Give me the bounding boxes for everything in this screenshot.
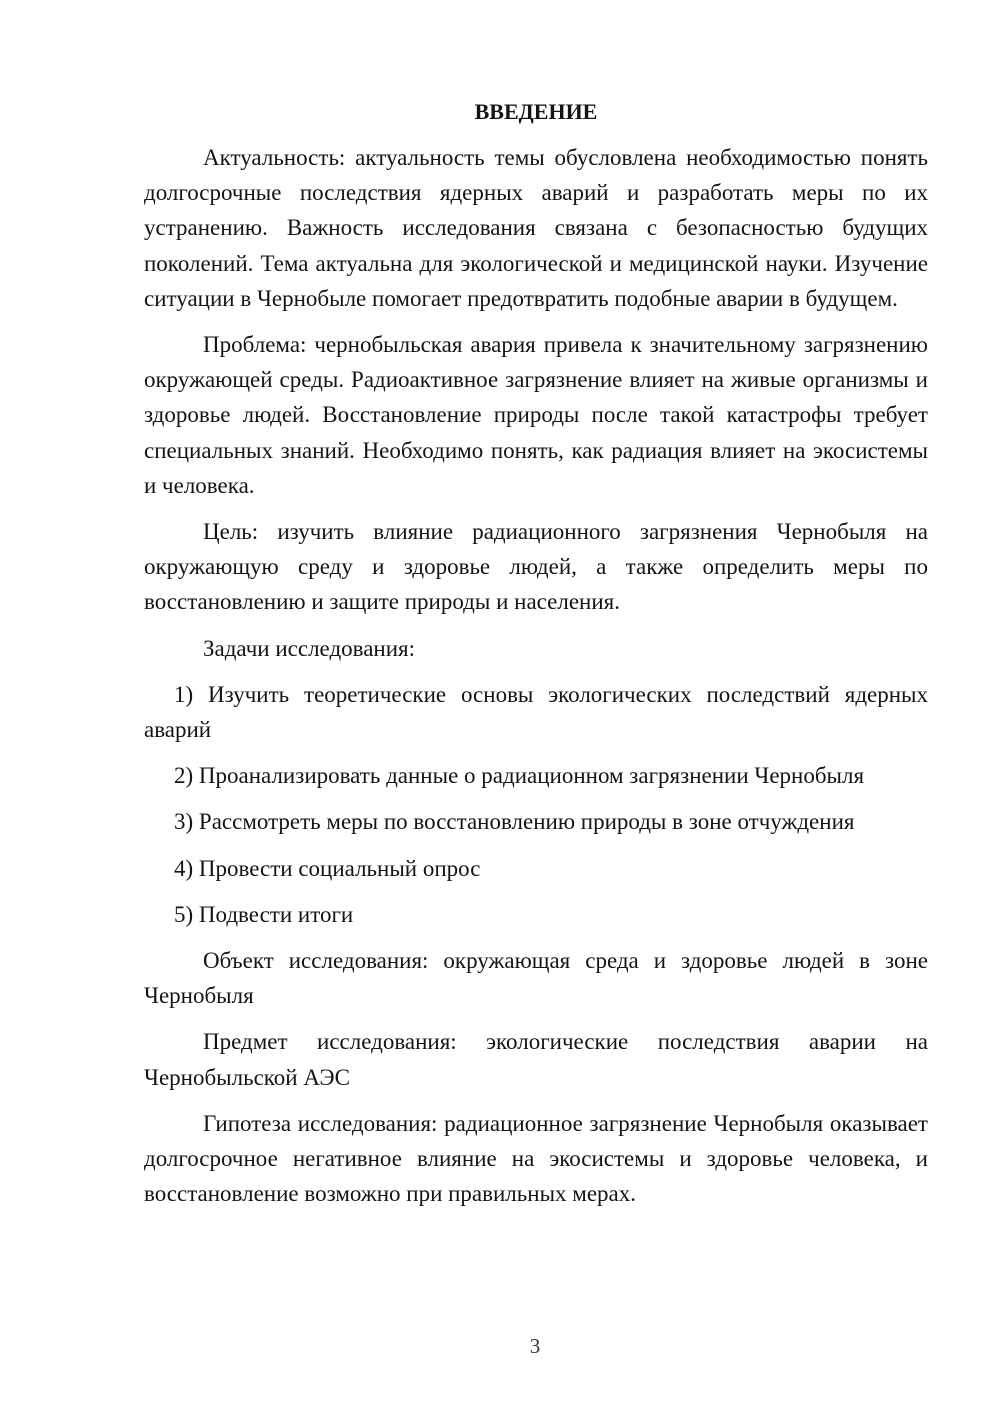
page-title: ВВЕДЕНИЕ xyxy=(474,99,598,124)
task-item-5: 5) Подвести итоги xyxy=(174,901,354,927)
page-number: 3 xyxy=(529,1334,541,1358)
task-item-2: 2) Проанализировать данные о радиационном загрязнении Чернобыля xyxy=(174,763,865,789)
subject-paragraph: Предмет исследования: экологические последствия аварии на Чернобыльской АЭС xyxy=(144,1029,928,1090)
object-paragraph: Объект исследования: окружающая среда и здоровье людей в зоне Чернобыля xyxy=(144,948,928,1009)
tasks-heading: Задачи исследования: xyxy=(203,635,416,661)
document-body xyxy=(144,140,928,1222)
goal-paragraph: Цель: изучить влияние радиационного загрязнения Чернобыля на окружающую среду и здоровье людей, а также определить меры по восстановлению и защите природы и населения. xyxy=(144,519,928,615)
relevance-paragraph: Актуальность: актуальность темы обусловлена необходимостью понять долгосрочные последствия ядерных аварий и разработать меры по их устранению. Важность исследования связана с безопасностью будущих поколений. Тема актуальна для экологической и медицинской науки. Изучение ситуации в Чернобыле помогает предотвратить подобные аварии в будущем. xyxy=(144,145,928,311)
task-item-3: 3) Рассмотреть меры по восстановлению природы в зоне отчуждения xyxy=(174,809,855,835)
problem-paragraph: Проблема: чернобыльская авария привела к значительному загрязнению окружающей среды. Радиоактивное загрязнение влияет на живые организмы и здоровье людей. Восстановление природы после такой катастрофы требует специальных знаний. Необходимо понять, как радиация влияет на экосистемы и человека. xyxy=(144,332,928,498)
hypothesis-paragraph: Гипотеза исследования: радиационное загрязнение Чернобыля оказывает долгосрочное негативное влияние на экосистемы и здоровье человека, и восстановление возможно при правильных мерах. xyxy=(144,1110,928,1207)
task-item-1: 1) Изучить теоретические основы экологических последствий ядерных аварий xyxy=(144,681,928,743)
task-item-4: 4) Провести социальный опрос xyxy=(174,855,481,881)
